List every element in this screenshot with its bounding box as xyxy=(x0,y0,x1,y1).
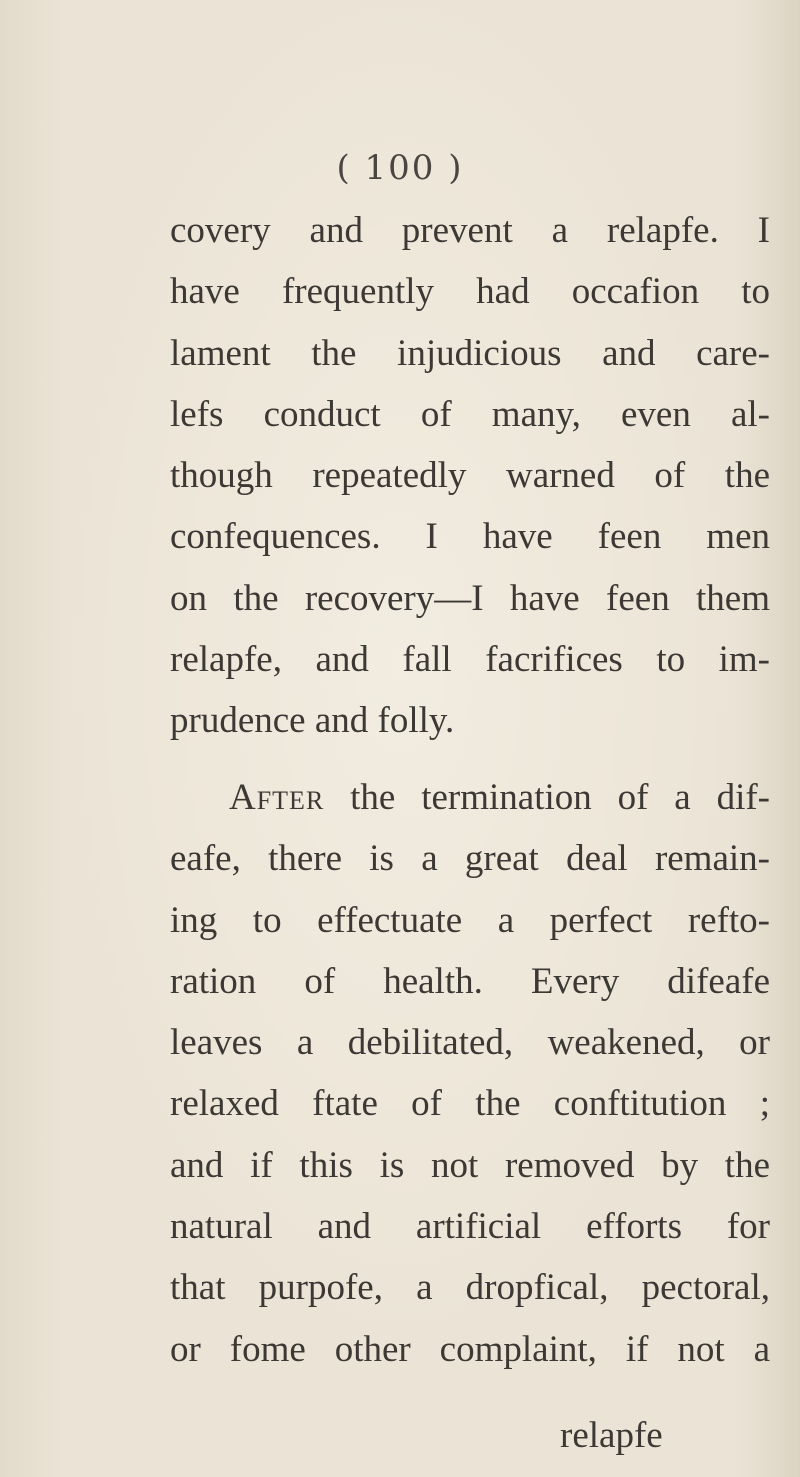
text-line: lament the injudicious and care- xyxy=(170,332,770,374)
drop-word: After xyxy=(229,777,325,818)
text-line: have frequently had occafion to xyxy=(170,271,770,313)
text-line: natural and artificial efforts for xyxy=(170,1206,770,1248)
text-line: or fome other complaint, if not a xyxy=(170,1328,770,1370)
text-line: prudence and folly. xyxy=(170,700,455,742)
text-line-first xyxy=(170,767,770,828)
text-line: relapfe, and fall facrifices to im- xyxy=(170,639,770,681)
text-line: though repeatedly warned of the xyxy=(170,455,770,497)
text-line: lefs conduct of many, even al- xyxy=(170,393,770,435)
text-line: ration of health. Every difeafe xyxy=(170,960,770,1002)
page-number-header xyxy=(0,148,800,188)
text-line: and if this is not removed by the xyxy=(170,1144,770,1186)
paragraph-2 xyxy=(170,767,770,1380)
text-line: ing to effectuate a perfect refto- xyxy=(170,899,770,941)
text-line: eafe, there is a great deal remain- xyxy=(170,838,770,880)
text-line: that purpofe, a dropfical, pectoral, xyxy=(170,1267,770,1309)
paragraph-1 xyxy=(170,200,770,752)
catchword: relapfe xyxy=(560,1415,663,1456)
text-line: relaxed ftate of the conftitution ; xyxy=(170,1083,770,1125)
first-line-rest: the termination of a dif- xyxy=(324,777,770,818)
text-line: confequences. I have feen men xyxy=(170,516,770,558)
text-line: leaves a debilitated, weakened, or xyxy=(170,1022,770,1064)
text-line: on the recovery—I have feen them xyxy=(170,577,770,619)
text-line: covery and prevent a relapfe. I xyxy=(170,210,770,251)
page-number: ( 100 ) xyxy=(336,148,464,188)
